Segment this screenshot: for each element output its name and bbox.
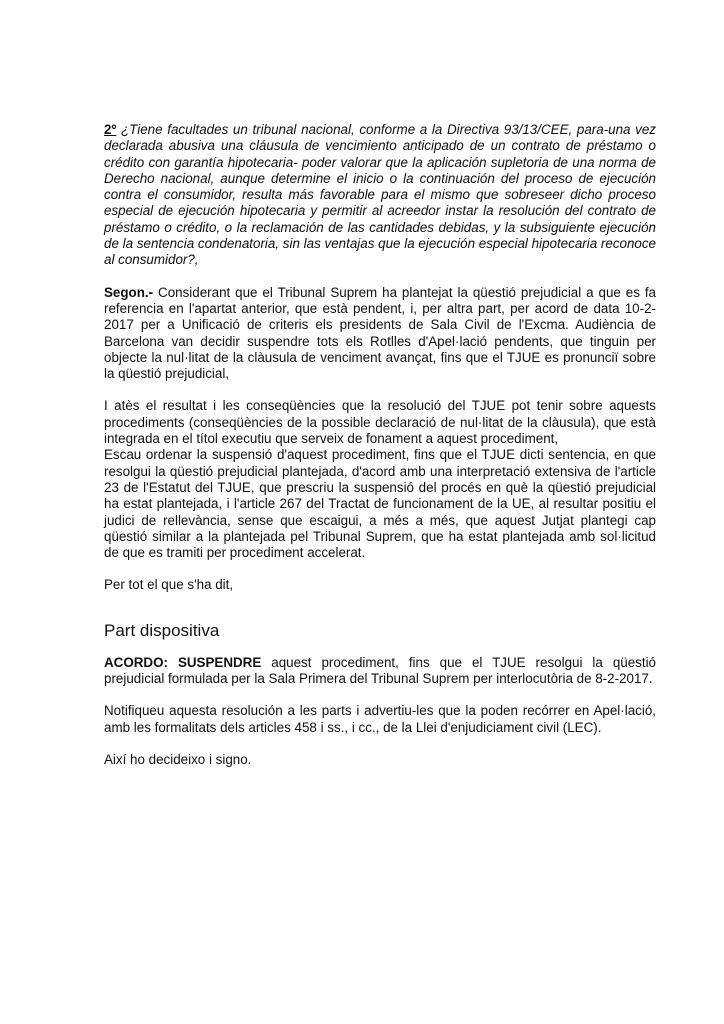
escau-paragraph: Escau ordenar la suspensió d'aquest procediment, fins que el TJUE dicti sentencia, en que resolgui la qüestió prejudicial plantejada, d'acord amb una interpretació extensiva de l'article 23 de l'Estatut del TJUE, que prescriu la suspensió del procés en què la qüestió prejudicial ha estat plantejada, i l'article 267 del Tractat de funcionament de la UE, al resultar positiu el judici de rellevància, sense que escaigui, a més a més, que aquest Jutjat plantegi cap qüestió similar a la plantejada pel Tribunal Suprem, que ha estat plantejada amb sol·licitud de que es tramiti per procediment accelerat.	[104, 447, 656, 561]
question-2-paragraph	[104, 122, 656, 269]
question-number: 2º	[104, 122, 117, 137]
acordo-paragraph	[104, 655, 656, 688]
segon-paragraph	[104, 285, 656, 383]
segon-text: Considerant que el Tribunal Suprem ha plantejat la qüestió prejudicial a que es fa referencia en l'apartat anterior, que està pendent, i, per altra part, per acord de data 10-2-2017 per a Unificació de criteris els presidents de Sala Civil de l'Excma. Audiència de Barcelona van decidir suspendre tots els Rotlles d'Apel·lació pendents, que tinguin per objecte la nul·litat de la clàusula de venciment avançat, fins que el TJUE es pronunciï sobre la qüestió prejudicial,	[104, 284, 656, 382]
acordo-text: aquest procediment, fins que el TJUE resolgui la qüestió prejudicial formulada per la Sala Primera del Tribunal Suprem per interlocutòria de 8-2-2017.	[104, 654, 657, 687]
closing-line: Així ho decideixo i signo.	[104, 751, 252, 767]
question-text: ¿Tiene facultades un tribunal nacional, conforme a la Directiva 93/13/CEE, para-una vez declarada abusiva una cláusula de vencimiento anticipado de un contrato de préstamo o crédito con garantía hipotecaria- poder valorar que la aplicación supletoria de una norma de Derecho nacional, aunque determine el inicio o la continuación del proceso de ejecución contra el consumidor, resulta más favorable para el mismo que sobreseer dicho proceso especial de ejecución hipotecaria y permitir al acreedor instar la resolución del contrato de préstamo o crédito, o la reclamación de las cantidades debidas, y la subsiguiente ejecución de la sentencia condenatoria, sin las ventajas que la ejecución especial hipotecaria reconoce al consumidor?,	[104, 122, 656, 268]
acordo-label: ACORDO: SUSPENDRE	[104, 654, 262, 670]
notifiqueu-paragraph: Notifiqueu aquesta resolución a les parts i advertiu-les que la poden recórrer en Apel·lació, amb les formalitats dels articles 458 i ss., i cc., de la Llei d'enjudiciament civil (LEC).	[104, 703, 656, 735]
per-tot-paragraph: Per tot el que s'ha dit,	[104, 577, 234, 593]
segon-label: Segon.-	[104, 284, 154, 300]
section-heading: Part dispositiva	[104, 620, 220, 640]
ates-paragraph: I atès el resultat i les conseqüències que la resolució del TJUE pot tenir sobre aquests procediments (conseqüències de la possible declaració de nul·litat de la clàusula), que està integrada en el títol executiu que serveix de fonament a aquest procediment,	[104, 398, 656, 447]
document-page	[104, 116, 656, 768]
